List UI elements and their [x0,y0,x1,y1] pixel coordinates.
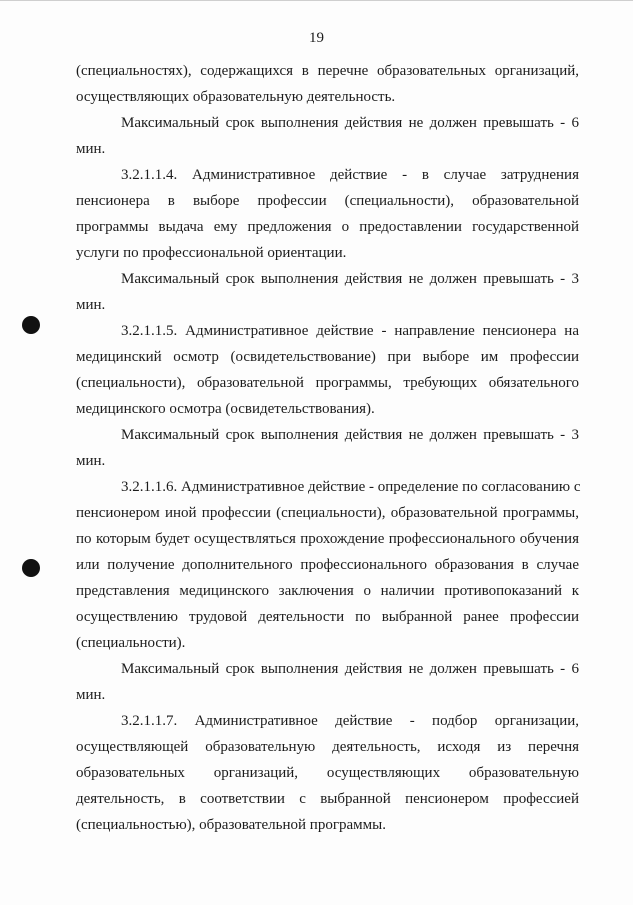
text-line: (специальности), образовательной программы, требующих обязательного [76,375,579,391]
text-line: мин. [76,687,106,703]
text-line: Максимальный срок выполнения действия не должен превышать - 6 [121,115,579,131]
text-line: медицинский осмотр (освидетельствование) при выборе им профессии [76,349,579,365]
text-line: программы выдача ему предложения о предоставлении государственной [76,219,579,235]
scan-edge [0,0,633,1]
text-line: 3.2.1.1.5. Административное действие - направление пенсионера на [121,323,579,339]
text-line: мин. [76,297,106,313]
text-line: 3.2.1.1.4. Административное действие - в случае затруднения [121,167,579,183]
text-line: образовательных организаций, осуществляющих образовательную [76,765,579,781]
page-number: 19 [309,30,324,46]
text-line: 3.2.1.1.7. Административное действие - подбор организации, [121,713,579,729]
text-line: (специальностью), образовательной программы. [76,817,386,833]
text-line: услуги по профессиональной ориентации. [76,245,347,261]
text-line: медицинского осмотра (освидетельствования). [76,401,375,417]
text-line: мин. [76,141,106,157]
text-line: представления медицинского заключения о наличии противопоказаний к [76,583,579,599]
text-line: (специальности). [76,635,186,651]
text-line: пенсионером иной профессии (специальности), образовательной программы, [76,505,579,521]
text-line: по которым будет осуществляться прохождение профессионального обучения [76,531,579,547]
text-line: Максимальный срок выполнения действия не должен превышать - 3 [121,271,579,287]
text-line: осуществляющих образовательную деятельность. [76,89,396,105]
text-line: осуществляющей образовательную деятельность, исходя из перечня [76,739,579,755]
text-line: Максимальный срок выполнения действия не должен превышать - 6 [121,661,579,677]
text-line: деятельность, в соответствии с выбранной пенсионером профессией [76,791,579,807]
text-line: пенсионера в выборе профессии (специальности), образовательной [76,193,579,209]
text-line: или получение дополнительного профессионального образования в случае [76,557,579,573]
text-line: (специальностях), содержащихся в перечне образовательных организаций, [76,63,579,79]
text-line: Максимальный срок выполнения действия не должен превышать - 3 [121,427,579,443]
text-line: осуществлению трудовой деятельности по выбранной ранее профессии [76,609,579,625]
text-line: 3.2.1.1.6. Административное действие - определение по согласованию с [121,479,581,495]
punch-hole [22,316,40,334]
punch-hole [22,559,40,577]
text-line: мин. [76,453,106,469]
